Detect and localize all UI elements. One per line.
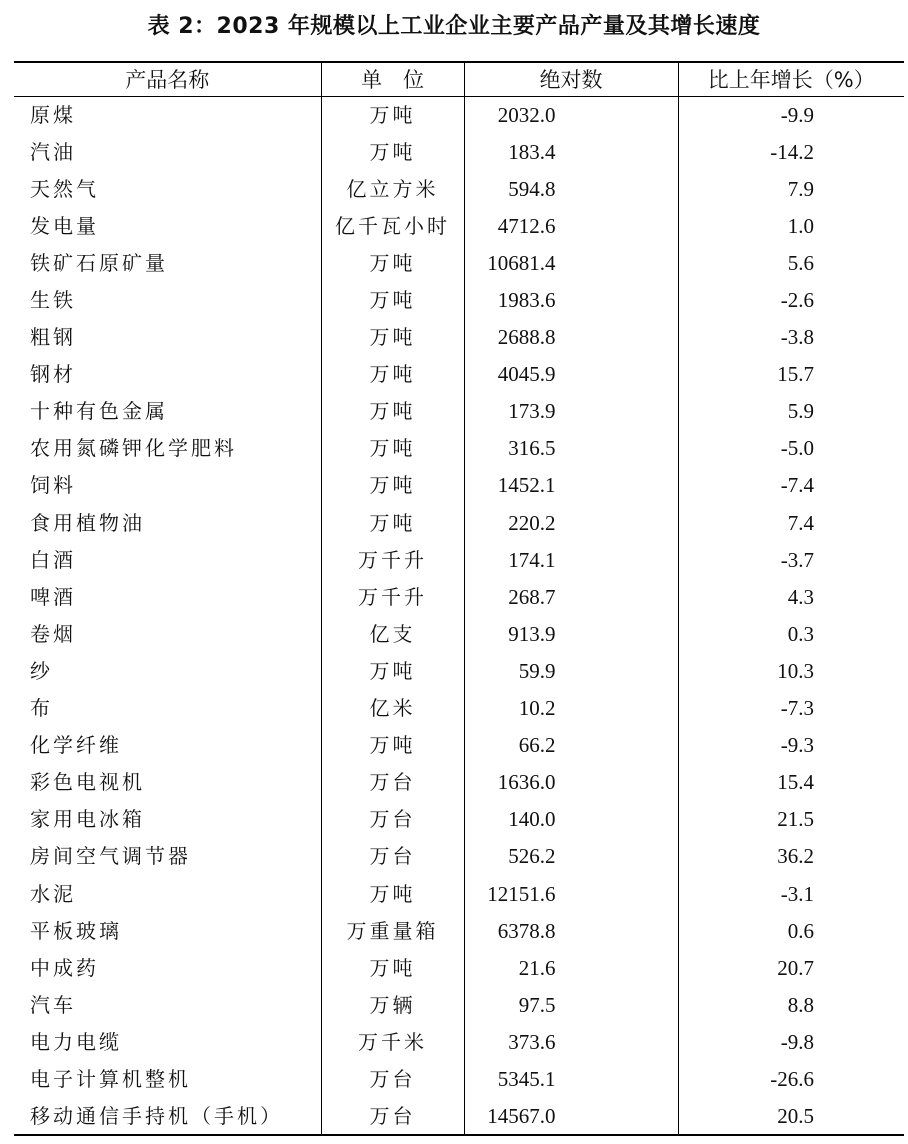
growth-rate-cell: 20.5 (678, 1098, 904, 1135)
growth-rate-cell: 15.4 (678, 764, 904, 801)
product-name-cell: 电力电缆 (30, 1029, 122, 1054)
unit-cell: 万吨 (321, 430, 464, 467)
table-row (14, 170, 904, 207)
unit-cell: 万台 (321, 764, 464, 801)
production-table (14, 61, 904, 1136)
growth-rate-cell: 7.9 (678, 170, 904, 207)
unit-cell: 万千升 (321, 541, 464, 578)
table-body (14, 96, 904, 1135)
table-row (14, 541, 904, 578)
table-row (14, 727, 904, 764)
absolute-value-cell: 268.7 (464, 578, 678, 615)
growth-rate-cell: -9.9 (678, 96, 904, 133)
absolute-value-cell: 10681.4 (464, 244, 678, 281)
absolute-value-cell: 21.6 (464, 949, 678, 986)
absolute-value-cell: 140.0 (464, 801, 678, 838)
unit-cell: 万辆 (321, 986, 464, 1023)
table-row (14, 319, 904, 356)
growth-rate-cell: 8.8 (678, 986, 904, 1023)
growth-rate-cell: -7.3 (678, 690, 904, 727)
product-name-cell: 生铁 (30, 288, 76, 313)
absolute-value-cell: 594.8 (464, 170, 678, 207)
absolute-value-cell: 526.2 (464, 838, 678, 875)
product-name-cell: 粗钢 (30, 325, 76, 350)
product-name-cell: 天然气 (30, 176, 99, 201)
product-name-cell: 汽车 (30, 992, 76, 1017)
column-header-growth: 比上年增长（%） (678, 62, 904, 96)
product-name-cell: 水泥 (30, 881, 76, 906)
growth-rate-cell: -7.4 (678, 467, 904, 504)
growth-rate-cell: 15.7 (678, 356, 904, 393)
unit-cell: 万吨 (321, 875, 464, 912)
table-row (14, 912, 904, 949)
table-row (14, 875, 904, 912)
growth-rate-cell: -2.6 (678, 281, 904, 318)
unit-cell: 万吨 (321, 133, 464, 170)
table-row (14, 1098, 904, 1135)
table-row (14, 615, 904, 652)
absolute-value-cell: 316.5 (464, 430, 678, 467)
unit-cell: 万吨 (321, 319, 464, 356)
growth-rate-cell: -3.1 (678, 875, 904, 912)
product-name-cell: 啤酒 (30, 584, 76, 609)
growth-rate-cell: 21.5 (678, 801, 904, 838)
growth-rate-cell: 5.6 (678, 244, 904, 281)
unit-cell: 万吨 (321, 96, 464, 133)
unit-cell: 万台 (321, 801, 464, 838)
unit-cell: 万重量箱 (321, 912, 464, 949)
growth-rate-cell: -14.2 (678, 133, 904, 170)
product-name-cell: 汽油 (30, 139, 76, 164)
growth-rate-cell: -9.8 (678, 1023, 904, 1060)
absolute-value-cell: 10.2 (464, 690, 678, 727)
product-name-cell: 十种有色金属 (30, 399, 168, 424)
table-row (14, 96, 904, 133)
table-row (14, 207, 904, 244)
unit-cell: 万千升 (321, 578, 464, 615)
table-row (14, 1023, 904, 1060)
product-name-cell: 房间空气调节器 (30, 844, 191, 869)
absolute-value-cell: 2032.0 (464, 96, 678, 133)
product-name-cell: 卷烟 (30, 621, 76, 646)
absolute-value-cell: 4045.9 (464, 356, 678, 393)
unit-cell: 万吨 (321, 467, 464, 504)
unit-cell: 万吨 (321, 393, 464, 430)
table-row (14, 504, 904, 541)
absolute-value-cell: 174.1 (464, 541, 678, 578)
unit-cell: 万吨 (321, 504, 464, 541)
growth-rate-cell: 5.9 (678, 393, 904, 430)
unit-cell: 亿支 (321, 615, 464, 652)
product-name-cell: 钢材 (30, 362, 76, 387)
header-row (14, 62, 904, 96)
unit-cell: 亿米 (321, 690, 464, 727)
column-header-product-name: 产品名称 (14, 62, 321, 96)
growth-rate-cell: 1.0 (678, 207, 904, 244)
table-row (14, 467, 904, 504)
product-name-cell: 移动通信手持机（手机） (14, 1098, 321, 1135)
table-row (14, 690, 904, 727)
product-name-cell: 电子计算机整机 (30, 1066, 191, 1091)
absolute-value-cell: 97.5 (464, 986, 678, 1023)
product-name-cell: 发电量 (30, 213, 99, 238)
absolute-value-cell: 6378.8 (464, 912, 678, 949)
table-row (14, 764, 904, 801)
growth-rate-cell: 0.6 (678, 912, 904, 949)
table-row (14, 1060, 904, 1097)
growth-rate-cell: 10.3 (678, 652, 904, 689)
table-row (14, 244, 904, 281)
absolute-value-cell: 12151.6 (464, 875, 678, 912)
product-name-cell: 布 (30, 696, 53, 721)
unit-cell: 亿千瓦小时 (321, 207, 464, 244)
unit-cell: 万台 (321, 838, 464, 875)
unit-cell: 万千米 (321, 1023, 464, 1060)
growth-rate-cell: 0.3 (678, 615, 904, 652)
table-row (14, 578, 904, 615)
table-row (14, 281, 904, 318)
table-row (14, 356, 904, 393)
table-row (14, 986, 904, 1023)
product-name-cell: 饲料 (30, 473, 76, 498)
table-title: 表 2：2023 年规模以上工业企业主要产品产量及其增长速度 (147, 14, 761, 39)
absolute-value-cell: 173.9 (464, 393, 678, 430)
unit-cell: 万吨 (321, 244, 464, 281)
table-row (14, 393, 904, 430)
absolute-value-cell: 1983.6 (464, 281, 678, 318)
product-name-cell: 中成药 (30, 955, 99, 980)
growth-rate-cell: -3.7 (678, 541, 904, 578)
unit-cell: 万吨 (321, 727, 464, 764)
product-name-cell: 彩色电视机 (30, 770, 145, 795)
unit-cell: 万吨 (321, 652, 464, 689)
product-name-cell: 原煤 (30, 102, 76, 127)
unit-cell: 万吨 (321, 281, 464, 318)
unit-cell: 万台 (321, 1060, 464, 1097)
product-name-cell: 纱 (30, 658, 53, 683)
unit-cell: 万吨 (321, 949, 464, 986)
product-name-cell: 食用植物油 (30, 510, 145, 535)
product-name-cell: 化学纤维 (30, 733, 122, 758)
unit-cell: 万台 (321, 1098, 464, 1135)
growth-rate-cell: -5.0 (678, 430, 904, 467)
absolute-value-cell: 2688.8 (464, 319, 678, 356)
table-row (14, 133, 904, 170)
absolute-value-cell: 4712.6 (464, 207, 678, 244)
growth-rate-cell: -3.8 (678, 319, 904, 356)
unit-cell: 万吨 (321, 356, 464, 393)
absolute-value-cell: 59.9 (464, 652, 678, 689)
absolute-value-cell: 66.2 (464, 727, 678, 764)
column-header-unit: 单 位 (321, 62, 464, 96)
product-name-cell: 家用电冰箱 (30, 807, 145, 832)
growth-rate-cell: -26.6 (678, 1060, 904, 1097)
table-row (14, 652, 904, 689)
absolute-value-cell: 14567.0 (464, 1098, 678, 1135)
unit-cell: 亿立方米 (321, 170, 464, 207)
absolute-value-cell: 183.4 (464, 133, 678, 170)
product-name-cell: 平板玻璃 (30, 918, 122, 943)
column-header-absolute: 绝对数 (464, 62, 678, 96)
table-row (14, 801, 904, 838)
product-name-cell: 农用氮磷钾化学肥料 (30, 436, 237, 461)
table-row (14, 949, 904, 986)
product-name-cell: 白酒 (30, 547, 76, 572)
absolute-value-cell: 5345.1 (464, 1060, 678, 1097)
product-name-cell: 铁矿石原矿量 (30, 250, 168, 275)
growth-rate-cell: 20.7 (678, 949, 904, 986)
absolute-value-cell: 373.6 (464, 1023, 678, 1060)
growth-rate-cell: 4.3 (678, 578, 904, 615)
growth-rate-cell: 36.2 (678, 838, 904, 875)
absolute-value-cell: 1636.0 (464, 764, 678, 801)
absolute-value-cell: 220.2 (464, 504, 678, 541)
growth-rate-cell: -9.3 (678, 727, 904, 764)
absolute-value-cell: 913.9 (464, 615, 678, 652)
table-row (14, 430, 904, 467)
table-row (14, 838, 904, 875)
growth-rate-cell: 7.4 (678, 504, 904, 541)
absolute-value-cell: 1452.1 (464, 467, 678, 504)
